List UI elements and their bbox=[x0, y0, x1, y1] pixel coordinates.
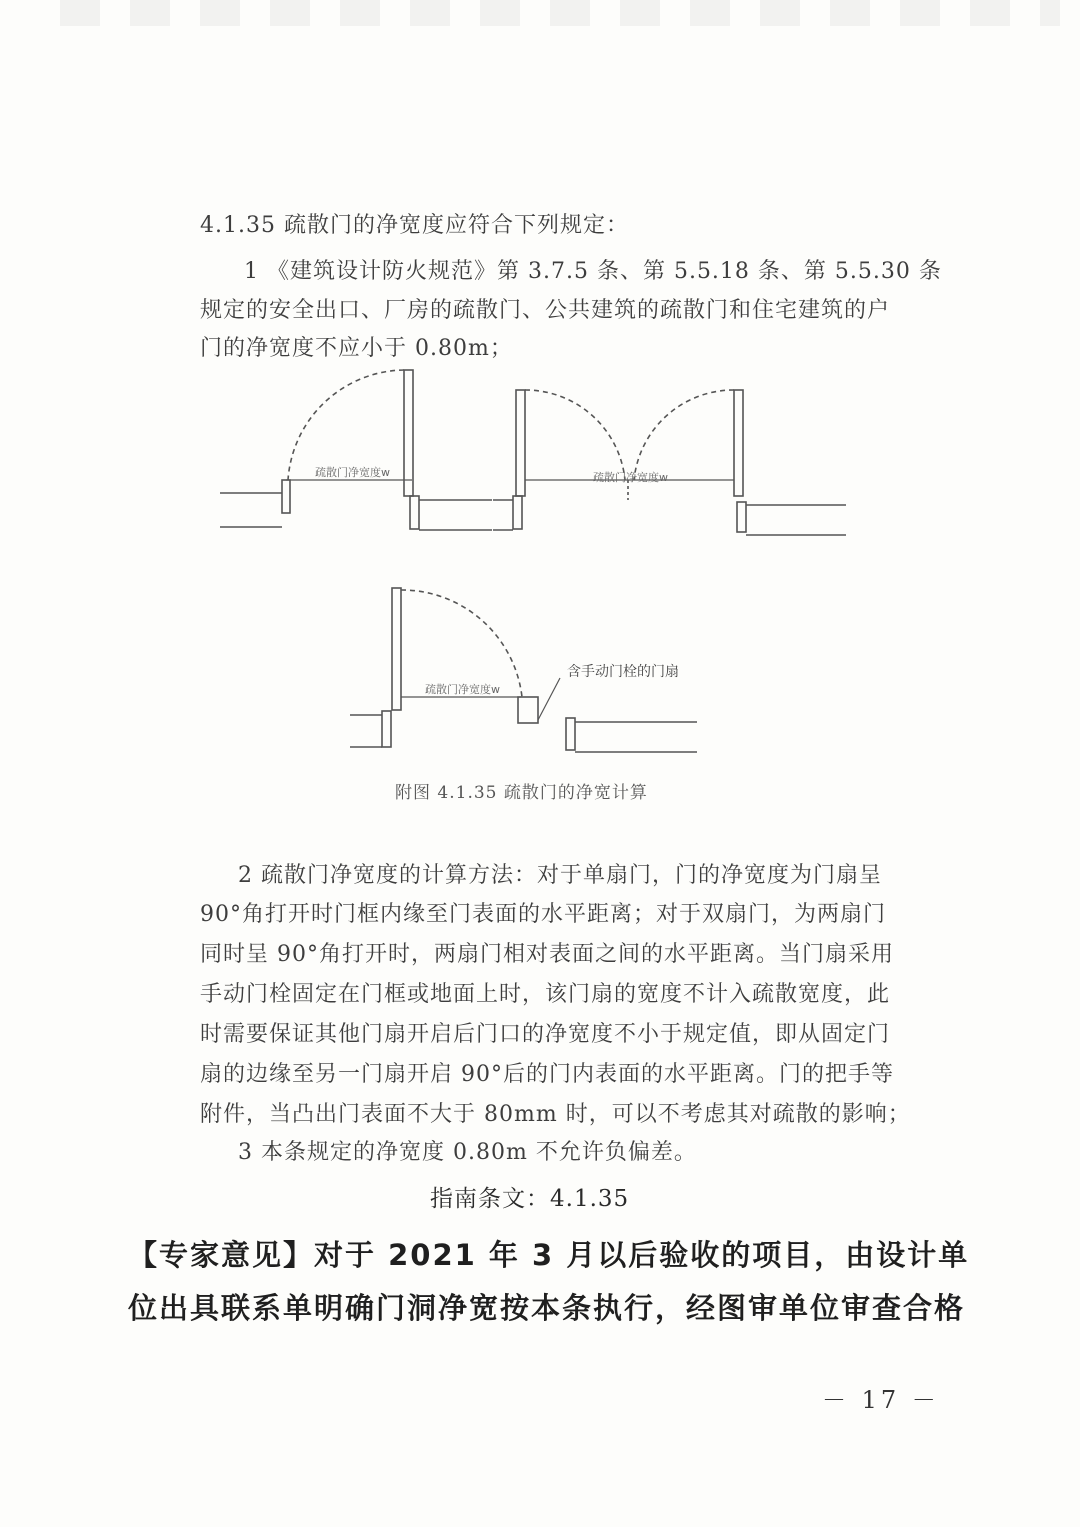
item2-line1: 2 疏散门净宽度的计算方法：对于单扇门，门的净宽度为门扇呈 bbox=[238, 863, 882, 888]
item2-line3: 同时呈 90°角打开时，两扇门相对表面之间的水平距离。当门扇采用 bbox=[200, 942, 894, 967]
page-number: － 17 － bbox=[822, 1386, 940, 1414]
section-heading: 4.1.35 疏散门的净宽度应符合下列规定： bbox=[200, 213, 629, 238]
figure-caption: 附图 4.1.35 疏散门的净宽计算 bbox=[395, 783, 648, 803]
label-clear-width-2: 疏散门净宽度w bbox=[593, 471, 668, 484]
label-clear-width-3: 疏散门净宽度w bbox=[425, 683, 500, 696]
guide-clause: 指南条文：4.1.35 bbox=[430, 1186, 630, 1212]
item2-line4: 手动门栓固定在门框或地面上时，该门扇的宽度不计入疏散宽度，此 bbox=[200, 982, 891, 1007]
item1-line3: 门的净宽度不应小于 0.80m； bbox=[200, 336, 513, 361]
item1-line1: 1 《建筑设计防火规范》第 3.7.5 条、第 5.5.18 条、第 5.5.30 条 bbox=[244, 259, 942, 284]
item2-line2: 90°角打开时门框内缘至门表面的水平距离；对于双扇门，为两扇门 bbox=[200, 902, 886, 927]
item2-line6: 扇的边缘至另一门扇开启 90°后的门内表面的水平距离。门的把手等 bbox=[200, 1062, 894, 1087]
item2-line7: 附件，当凸出门表面不大于 80mm 时，可以不考虑其对疏散的影响； bbox=[200, 1102, 911, 1127]
item1-line2: 规定的安全出口、厂房的疏散门、公共建筑的疏散门和住宅建筑的户 bbox=[200, 298, 891, 323]
item3-line: 3 本条规定的净宽度 0.80m 不允许负偏差。 bbox=[238, 1140, 697, 1165]
label-bolt-leaf: 含手动门栓的门扇 bbox=[567, 664, 679, 680]
item2-line5: 时需要保证其他门扇开启后门口的净宽度不小于规定值，即从固定门 bbox=[200, 1022, 891, 1047]
label-clear-width-1: 疏散门净宽度w bbox=[315, 466, 390, 479]
expert-opinion-line1: 【专家意见】对于 2021 年 3 月以后验收的项目，由设计单 bbox=[128, 1238, 970, 1272]
expert-opinion-line2: 位出具联系单明确门洞净宽按本条执行，经图审单位审查合格 bbox=[128, 1291, 966, 1325]
